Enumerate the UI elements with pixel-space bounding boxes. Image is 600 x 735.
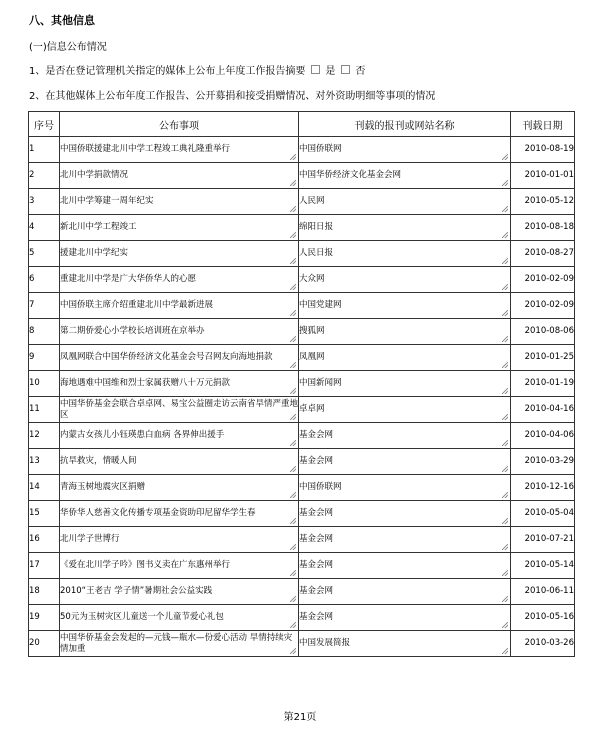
- table-row: [29, 137, 575, 163]
- row-date[interactable]: 2010-03-26: [511, 631, 575, 657]
- row-serial: 4: [29, 215, 60, 241]
- row-site[interactable]: 凤凰网: [299, 345, 511, 371]
- row-date[interactable]: 2010-03-29: [511, 449, 575, 475]
- row-site[interactable]: 搜狐网: [299, 319, 511, 345]
- table-row: [29, 449, 575, 475]
- row-date[interactable]: 2010-04-16: [511, 397, 575, 423]
- question-1-text: 1、是否在登记管理机关指定的媒体上公布上年度工作报告摘要: [29, 66, 306, 77]
- row-site[interactable]: 中国华侨经济文化基金会网: [299, 163, 511, 189]
- yes-label: 是: [325, 66, 336, 77]
- row-serial: 3: [29, 189, 60, 215]
- row-date[interactable]: 2010-08-27: [511, 241, 575, 267]
- row-date[interactable]: 2010-02-09: [511, 267, 575, 293]
- row-serial: 5: [29, 241, 60, 267]
- row-date[interactable]: 2010-01-19: [511, 371, 575, 397]
- row-site[interactable]: 中国侨联网: [299, 475, 511, 501]
- yes-checkbox[interactable]: [311, 65, 320, 74]
- row-site[interactable]: 卓卓网: [299, 397, 511, 423]
- row-item[interactable]: 中国华侨基金会联合卓卓网、易宝公益圈走访云南省旱情严重地区: [60, 397, 299, 423]
- table-row: [29, 397, 575, 423]
- table-row: [29, 579, 575, 605]
- subsection-title: (一)信息公布情况: [29, 42, 107, 53]
- row-date[interactable]: 2010-05-04: [511, 501, 575, 527]
- row-item[interactable]: 援建北川中学纪实: [60, 241, 299, 267]
- row-item[interactable]: 凤凰网联合中国华侨经济文化基金会号召网友向海地捐款: [60, 345, 299, 371]
- table-row: [29, 423, 575, 449]
- row-date[interactable]: 2010-07-21: [511, 527, 575, 553]
- row-serial: 12: [29, 423, 60, 449]
- table-row: [29, 215, 575, 241]
- row-site[interactable]: 中国新闻网: [299, 371, 511, 397]
- row-date[interactable]: 2010-04-06: [511, 423, 575, 449]
- table-row: [29, 553, 575, 579]
- row-serial: 18: [29, 579, 60, 605]
- row-item[interactable]: 2010“王老吉 学子情”暑期社会公益实践: [60, 579, 299, 605]
- row-item[interactable]: 北川中学捐款情况: [60, 163, 299, 189]
- row-item[interactable]: 《爱在北川学子吟》图书义卖在广东惠州举行: [60, 553, 299, 579]
- row-serial: 8: [29, 319, 60, 345]
- table-row: [29, 501, 575, 527]
- table-row: [29, 163, 575, 189]
- row-site[interactable]: 基金会网: [299, 423, 511, 449]
- section-title: 八、其他信息: [29, 14, 95, 27]
- row-item[interactable]: 青海玉树地震灾区捐赠: [60, 475, 299, 501]
- row-item[interactable]: 中国侨联援建北川中学工程竣工典礼隆重举行: [60, 137, 299, 163]
- row-item[interactable]: 第二期侨爱心小学校长培训班在京举办: [60, 319, 299, 345]
- row-site[interactable]: 人民日报: [299, 241, 511, 267]
- row-site[interactable]: 基金会网: [299, 579, 511, 605]
- row-site[interactable]: 中国发展简报: [299, 631, 511, 657]
- header-site: 刊载的报刊或网站名称: [299, 112, 511, 137]
- row-item[interactable]: 50元为玉树灾区儿童送一个儿童节爱心礼包: [60, 605, 299, 631]
- header-date: 刊载日期: [511, 112, 575, 137]
- row-site[interactable]: 中国侨联网: [299, 137, 511, 163]
- row-serial: 16: [29, 527, 60, 553]
- row-site[interactable]: 绵阳日报: [299, 215, 511, 241]
- row-date[interactable]: 2010-05-12: [511, 189, 575, 215]
- no-label: 否: [355, 66, 366, 77]
- table-row: [29, 605, 575, 631]
- row-item[interactable]: 海地遇难中国维和烈士家属获赠八十万元捐款: [60, 371, 299, 397]
- table-row: [29, 293, 575, 319]
- table-row: [29, 475, 575, 501]
- table-row: [29, 189, 575, 215]
- row-site[interactable]: 人民网: [299, 189, 511, 215]
- table-row: [29, 631, 575, 657]
- table-header-row: [29, 112, 575, 137]
- row-date[interactable]: 2010-05-16: [511, 605, 575, 631]
- page-number: 第21页: [283, 712, 317, 723]
- row-serial: 10: [29, 371, 60, 397]
- row-date[interactable]: 2010-01-01: [511, 163, 575, 189]
- row-item[interactable]: 新北川中学工程竣工: [60, 215, 299, 241]
- no-checkbox[interactable]: [341, 65, 350, 74]
- row-site[interactable]: 基金会网: [299, 553, 511, 579]
- table-row: [29, 371, 575, 397]
- row-site[interactable]: 大众网: [299, 267, 511, 293]
- row-site[interactable]: 基金会网: [299, 449, 511, 475]
- row-serial: 2: [29, 163, 60, 189]
- row-item[interactable]: 重建北川中学是广大华侨华人的心愿: [60, 267, 299, 293]
- row-item[interactable]: 中国侨联主席介绍重建北川中学最新进展: [60, 293, 299, 319]
- row-site[interactable]: 基金会网: [299, 501, 511, 527]
- row-date[interactable]: 2010-08-18: [511, 215, 575, 241]
- table-row: [29, 319, 575, 345]
- row-serial: 20: [29, 631, 60, 657]
- publication-table: [28, 111, 575, 657]
- row-date[interactable]: 2010-06-11: [511, 579, 575, 605]
- table-row: [29, 345, 575, 371]
- row-item[interactable]: 北川学子世博行: [60, 527, 299, 553]
- row-site[interactable]: 基金会网: [299, 527, 511, 553]
- row-date[interactable]: 2010-02-09: [511, 293, 575, 319]
- table-row: [29, 267, 575, 293]
- row-item[interactable]: 北川中学筹建一周年纪实: [60, 189, 299, 215]
- row-serial: 17: [29, 553, 60, 579]
- row-date[interactable]: 2010-05-14: [511, 553, 575, 579]
- row-site[interactable]: 中国党建网: [299, 293, 511, 319]
- header-serial: 序号: [29, 112, 60, 137]
- row-serial: 15: [29, 501, 60, 527]
- question-1: [29, 62, 365, 77]
- row-serial: 13: [29, 449, 60, 475]
- row-serial: 6: [29, 267, 60, 293]
- row-serial: 1: [29, 137, 60, 163]
- row-item[interactable]: 中国华侨基金会发起的—元钱—瓶水—份爱心活动 旱情持续灾情加重: [60, 631, 299, 657]
- table-row: [29, 241, 575, 267]
- row-serial: 14: [29, 475, 60, 501]
- row-date[interactable]: 2010-12-16: [511, 475, 575, 501]
- row-item[interactable]: 华侨华人慈善文化传播专项基金资助印尼留华学生春: [60, 501, 299, 527]
- row-serial: 7: [29, 293, 60, 319]
- question-2: 2、在其他媒体上公布年度工作报告、公开募捐和接受捐赠情况、对外资助明细等事项的情况: [29, 91, 436, 102]
- header-item: 公布事项: [60, 112, 299, 137]
- row-item[interactable]: 内蒙古女孩儿小钰瑛患白血病 各界伸出援手: [60, 423, 299, 449]
- row-date[interactable]: 2010-01-25: [511, 345, 575, 371]
- row-item[interactable]: 抗旱救灾，情暖人间: [60, 449, 299, 475]
- row-serial: 11: [29, 397, 60, 423]
- row-serial: 9: [29, 345, 60, 371]
- table-row: [29, 527, 575, 553]
- row-site[interactable]: 基金会网: [299, 605, 511, 631]
- row-date[interactable]: 2010-08-06: [511, 319, 575, 345]
- row-date[interactable]: 2010-08-19: [511, 137, 575, 163]
- row-serial: 19: [29, 605, 60, 631]
